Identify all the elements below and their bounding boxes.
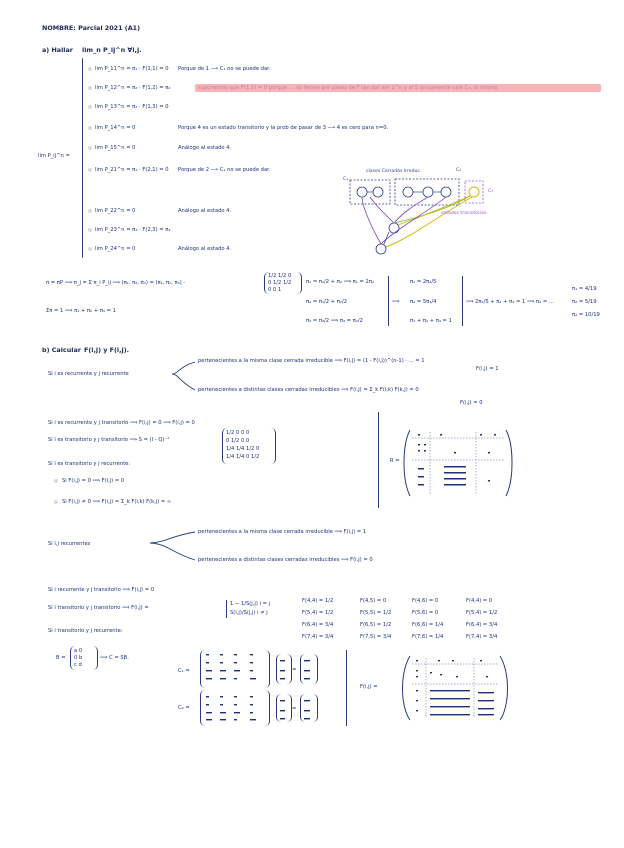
diagram-transitory: estados transitorios bbox=[441, 211, 487, 216]
f-value: F(6,6) = 1/4 bbox=[412, 622, 444, 628]
r-divider bbox=[378, 412, 379, 508]
f-value: F(4,4) = 0 bbox=[466, 598, 493, 604]
node-7 bbox=[389, 223, 399, 233]
case-1b-sub: F(i,j) = 0 bbox=[460, 400, 483, 406]
limit-row-note: Porque de 2 ⟶ C₁ no se puede dar. bbox=[178, 167, 271, 173]
case-1: Si i es recurrente y j recurrente bbox=[48, 371, 129, 377]
c-eq: ⟹ C = SB. bbox=[100, 655, 129, 661]
row-bullet bbox=[88, 67, 92, 71]
system-divider bbox=[388, 276, 389, 326]
row-bullet bbox=[88, 126, 92, 130]
limit-row-expr: lim P_14^n = 0 bbox=[95, 125, 136, 131]
limit-row-expr: lim P_24^n = 0 bbox=[95, 246, 136, 252]
system-eq: π₃ = π₂/2 ⟹ π₃ = π₂/2 bbox=[306, 318, 363, 324]
part-b-target: F(i,j) y F(i,j). bbox=[84, 346, 130, 354]
class-c2-box bbox=[395, 179, 459, 205]
f-value: F(7,5) = 3/4 bbox=[360, 634, 392, 640]
f-value: F(5,6) = 0 bbox=[412, 610, 439, 616]
f-value: F(5,4) = 1/2 bbox=[302, 610, 334, 616]
case-5b: pertenecientes a distintas clases cerradas irreducibles ⟹ F(i,j) = 0 bbox=[198, 557, 373, 563]
limit-row-note: Análogo al estado 4. bbox=[178, 246, 232, 252]
page-title: NOMBRE: Parcial 2021 (A1) bbox=[42, 24, 141, 32]
diagram-title: clases Cerradas Irreduc. bbox=[366, 169, 422, 174]
case-1b: pertenecientes a distintas clases cerradas irreducibles ⟹ F(i,j) = Σ_k F(i,k) F(k,j) = 0 bbox=[198, 387, 419, 393]
row-bullet bbox=[88, 247, 92, 251]
limit-row-note: Análogo al estado 4. bbox=[178, 208, 232, 214]
c1-result-vector bbox=[300, 654, 318, 684]
bullet bbox=[54, 479, 58, 483]
row-bullet bbox=[88, 228, 92, 232]
f-value: F(6,4) = 3/4 bbox=[302, 622, 334, 628]
f-value: F(4,6) = 0 bbox=[412, 598, 439, 604]
c1-label: C₁ = bbox=[178, 668, 190, 674]
limit-row-note: Porque de 1 ⟶ C₁ no se puede dar. bbox=[178, 66, 271, 72]
class-c1-box bbox=[350, 180, 390, 204]
f-value: F(4,5) = 0 bbox=[360, 598, 387, 604]
fij-label: F(i,j) = bbox=[360, 684, 378, 690]
row-bullet bbox=[88, 168, 92, 172]
node-6 bbox=[469, 187, 479, 197]
case-7-brace bbox=[226, 600, 227, 618]
case-8: Si i transitorio y j recurrente: bbox=[48, 628, 123, 634]
case-7: Si i transitorio y j transitorio ⟹ F(i,j) = bbox=[48, 605, 149, 611]
system-divider bbox=[462, 276, 463, 326]
f-value: F(4,4) = 1/2 bbox=[302, 598, 334, 604]
row-bullet bbox=[88, 86, 92, 90]
equals: = bbox=[292, 667, 297, 673]
s-matrix-row: 0 1/2 0 0 bbox=[226, 438, 250, 444]
class-c3-box bbox=[465, 181, 483, 203]
system-eq: π₁ + π₂ + π₃ = 1 bbox=[410, 318, 452, 324]
fij-divider bbox=[346, 650, 347, 726]
limit-row-note: Análogo al estado 4. bbox=[178, 145, 232, 151]
part-b-label: b) Calcular bbox=[42, 346, 81, 354]
b-matrix-row: a 0 bbox=[74, 648, 83, 654]
row-bullet bbox=[88, 105, 92, 109]
transition-matrix-row: 1/2 1/2 0 bbox=[268, 273, 292, 279]
b-def: B = bbox=[56, 655, 66, 661]
case-1a-sub: F(i,j) = 1 bbox=[476, 366, 499, 372]
limit-row-expr: lim P_21^n = π₁ · F(2,1) = 0 bbox=[95, 167, 169, 173]
case-5a: pertenecientes a la misma clase cerrada irreducible ⟹ F(i,j) = 1 bbox=[198, 529, 367, 535]
s-matrix-row: 1/2 0 0 0 bbox=[226, 430, 250, 436]
row-bullet bbox=[88, 146, 92, 150]
c2-result-vector bbox=[300, 694, 318, 722]
implies-1: ⟹ bbox=[392, 299, 400, 305]
diagram-c1: C₁ bbox=[343, 177, 349, 182]
system-eq: ⟹ 2π₂/5 + π₂ + π₃ = 1 ⟹ π₂ = ... bbox=[466, 299, 554, 305]
case-4a: Si F(i,j) = 0 ⟹ F(i,j) = 0 bbox=[62, 478, 125, 484]
node-1 bbox=[357, 187, 367, 197]
case-7-branch: S(i,j)/S(j,j) i ≠ j bbox=[230, 610, 268, 616]
node-8 bbox=[376, 244, 386, 254]
c2-s-matrix bbox=[200, 690, 270, 726]
case-4b: Si F(i,j) ≠ 0 ⟹ F(i,j) = Σ_k F(i,k) F(k,j) = ∞ bbox=[62, 499, 172, 505]
c2-b-vector bbox=[276, 694, 292, 722]
solve-eq1: π = πP ⟹ π_j = Σ π_i P_ij ⟹ (π₁, π₂, π₃) = (π₁, π₂, π₃) · bbox=[46, 280, 186, 286]
transition-matrix-row: 0 0 1 bbox=[268, 287, 282, 293]
r-label: R = bbox=[390, 458, 400, 464]
transition-matrix-row: 0 1/2 1/2 bbox=[268, 280, 292, 286]
row-bullet bbox=[88, 209, 92, 213]
f-value: F(6,4) = 3/4 bbox=[466, 622, 498, 628]
case-6: Si i recurrente y j transitorio ⟹ F(i,j) = 0 bbox=[48, 587, 155, 593]
system-eq: π₂ = 5π₃/4 bbox=[410, 299, 437, 305]
case-3: Si i es transitorio y j transitorio ⟹ S = (I - Q)⁻¹ bbox=[48, 437, 170, 443]
equals: = bbox=[292, 706, 297, 712]
part-a-limit: lim_n P_ij^n ∀i,j. bbox=[82, 46, 142, 54]
limit-lhs: lim P_ij^n = bbox=[38, 153, 70, 159]
limit-row-expr: lim P_22^n = 0 bbox=[95, 208, 136, 214]
pi-result: π₂ = 5/19 bbox=[572, 299, 597, 305]
limit-row-expr: lim P_15^n = 0 bbox=[95, 145, 136, 151]
limit-row-expr: lim P_11^n = π₁ · F(1,1) = 0 bbox=[95, 66, 169, 72]
case-2: Si i es recurrente y j transitorio ⟹ F(i,j) = 0 ⟹ F(i,j) = 0 bbox=[48, 420, 195, 426]
c1-b-vector bbox=[276, 654, 292, 684]
system-eq: π₁ = 2π₂/5 bbox=[410, 279, 437, 285]
part-a-label: a) Hallar bbox=[42, 46, 73, 54]
limit-row-expr: lim P_13^n = π₃ · F(1,3) = 0 bbox=[95, 104, 169, 110]
node-2 bbox=[373, 187, 383, 197]
diagram-c2: C₂ bbox=[456, 168, 462, 173]
limit-row-note: Porque 4 es un estado transitorio y la prob de pasar de 3 ⟶ 4 es cero para n=0. bbox=[178, 125, 389, 131]
c2-label: C₂ = bbox=[178, 705, 190, 711]
case-7-branch: 1 − 1/S(j,j) i = j bbox=[230, 601, 271, 607]
limit-row-expr: lim P_12^n = π₂ · F(1,2) = π₂ bbox=[95, 85, 171, 91]
solve-eq2: Σπ = 1 ⟹ π₁ + π₂ + π₃ = 1 bbox=[46, 308, 116, 314]
bullet bbox=[54, 500, 58, 504]
node-4 bbox=[423, 187, 433, 197]
f-value: F(6,5) = 1/2 bbox=[360, 622, 392, 628]
s-matrix-row: 1/4 1/4 1/2 0 bbox=[226, 446, 260, 452]
f-value: F(7,6) = 1/4 bbox=[412, 634, 444, 640]
f-value: F(7,4) = 3/4 bbox=[466, 634, 498, 640]
system-eq: π₂ = π₁/2 + π₂/2 bbox=[306, 299, 347, 305]
limit-row-expr: lim P_23^n = π₃ · F(2,3) = π₃ bbox=[95, 227, 171, 233]
highlight-note bbox=[195, 84, 601, 92]
node-5 bbox=[441, 187, 451, 197]
pi-result: π₃ = 10/19 bbox=[572, 312, 600, 318]
b-matrix-row: c d bbox=[74, 662, 82, 668]
part-a-brace bbox=[82, 58, 83, 258]
f-value: F(7,4) = 3/4 bbox=[302, 634, 334, 640]
case-5: Si i,j recurrentes bbox=[48, 541, 91, 547]
f-value: F(5,5) = 1/2 bbox=[360, 610, 392, 616]
s-matrix-row: 1/4 1/4 0 1/2 bbox=[226, 454, 260, 460]
node-3 bbox=[403, 187, 413, 197]
system-eq: π₁ = π₁/2 + π₂ ⟹ π₁ = 2π₂ bbox=[306, 279, 375, 285]
f-value: F(5,4) = 1/2 bbox=[466, 610, 498, 616]
b-matrix-row: 0 b bbox=[74, 655, 83, 661]
case-4: Si i es transitorio y j recurrente: bbox=[48, 461, 131, 467]
pi-result: π₁ = 4/19 bbox=[572, 286, 597, 292]
c1-s-matrix bbox=[200, 650, 270, 688]
diagram-c3: C₃ bbox=[488, 189, 494, 194]
case-1a: pertenecientes a la misma clase cerrada irreducible ⟹ F(i,j) = (1 - F(i,j))^(n-1) · ... = 1 bbox=[198, 358, 425, 364]
